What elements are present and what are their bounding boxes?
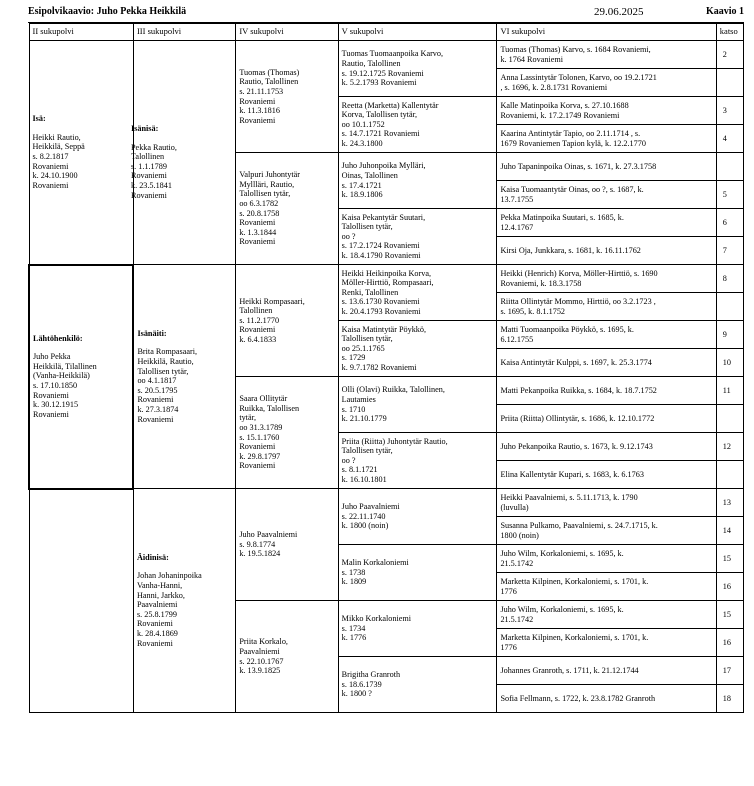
gen4-cell: Heikki Rompasaari, Talollinen s. 11.2.1770 Rovaniemi k. 6.4.1833 <box>236 265 338 377</box>
ref-cell[interactable]: 6 <box>716 209 743 237</box>
ref-cell[interactable]: 2 <box>716 41 743 69</box>
ref-cell[interactable]: 13 <box>716 489 743 517</box>
col-header: VI sukupolvi <box>497 24 716 41</box>
header-row <box>29 24 744 41</box>
gen4-cell: Valpuri Juhontytär Myllläri, Rautio, Talollisen tytär, oo 6.3.1782 s. 20.8.1758 Rovaniemi k. 1.3.1844 Rovaniemi <box>236 153 338 265</box>
proband-text: Juho Pekka Heikkilä, Tilallinen (Vanha-Heikkilä) s. 17.10.1850 Rovaniemi k. 30.12.1915 Rovaniemi <box>33 352 97 419</box>
gen3-cell <box>133 489 235 713</box>
col-header: III sukupolvi <box>133 24 235 41</box>
ref-cell[interactable] <box>716 293 743 321</box>
paternal-grandfather-label: Isänisä: <box>131 124 159 133</box>
ref-cell[interactable]: 4 <box>716 125 743 153</box>
gen5-cell: Malin Korkaloniemi s. 1738 k. 1809 <box>338 545 497 601</box>
col-header: II sukupolvi <box>29 24 133 41</box>
gen6-cell: Juho Wilm, Korkaloniemi, s. 1695, k. 21.5.1742 <box>497 601 716 629</box>
maternal-grandfather-text: Johan Johaninpoika Vanha-Hanni, Hanni, Jarkko, Paavalniemi s. 25.8.1799 Rovaniemi k. 28.4.1869 Rovaniemi <box>136 571 202 648</box>
paternal-grandfather-overlay <box>131 124 225 200</box>
ref-cell[interactable]: 15 <box>716 545 743 573</box>
ref-cell[interactable] <box>716 405 743 433</box>
gen3-cell <box>133 265 235 489</box>
gen6-cell: Matti Tuomaanpoika Pöykkö, s. 1695, k. 6.12.1755 <box>497 321 716 349</box>
gen6-cell: Sofia Fellmann, s. 1722, k. 23.8.1782 Granroth <box>497 685 716 713</box>
ref-cell[interactable]: 12 <box>716 433 743 461</box>
col-header: IV sukupolvi <box>236 24 338 41</box>
ref-cell[interactable]: 18 <box>716 685 743 713</box>
gen6-cell: Heikki Paavalniemi, s. 5.11.1713, k. 1790 (luvulla) <box>497 489 716 517</box>
proband-cell <box>29 265 133 489</box>
ref-cell[interactable]: 8 <box>716 265 743 293</box>
gen6-cell: Kalle Matinpoika Korva, s. 27.10.1688 Rovaniemi, k. 17.2.1749 Rovaniemi <box>497 97 716 125</box>
gen5-cell: Olli (Olavi) Ruikka, Talollinen, Lautamies s. 1710 k. 21.10.1779 <box>338 377 497 433</box>
ref-cell[interactable] <box>716 69 743 97</box>
gen6-cell: Tuomas (Thomas) Karvo, s. 1684 Rovaniemi, k. 1764 Rovaniemi <box>497 41 716 69</box>
gen4-cell: Priita Korkalo, Paavalniemi s. 22.10.1767 k. 13.9.1825 <box>236 601 338 713</box>
gen5-cell: Priita (Riitta) Juhontytär Rautio, Talollisen tytär, oo ? s. 8.1.1721 k. 16.10.1801 <box>338 433 497 489</box>
gen2-empty-cell <box>29 489 133 713</box>
col-header: V sukupolvi <box>338 24 497 41</box>
ref-cell[interactable]: 7 <box>716 237 743 265</box>
gen6-cell: Priita (Riitta) Ollintytär, s. 1686, k. 12.10.1772 <box>497 405 716 433</box>
ref-cell[interactable]: 5 <box>716 181 743 209</box>
gen6-cell: Kaisa Antintytär Kulppi, s. 1697, k. 25.3.1774 <box>497 349 716 377</box>
gen6-cell: Elina Kallentytär Kupari, s. 1683, k. 6.1763 <box>497 461 716 489</box>
gen6-cell: Anna Lassintytär Tolonen, Karvo, oo 19.2.1721 , s. 1696, k. 2.8.1731 Rovaniemi <box>497 69 716 97</box>
gen6-cell: Riitta Ollintytär Mommo, Hirttiö, oo 3.2.1723 , s. 1695, k. 8.1.1752 <box>497 293 716 321</box>
gen6-cell: Matti Pekanpoika Ruikka, s. 1684, k. 18.7.1752 <box>497 377 716 405</box>
gen5-cell: Brigitha Granroth s. 18.6.1739 k. 1800 ? <box>338 657 497 713</box>
header <box>28 6 744 20</box>
gen6-cell: Marketta Kilpinen, Korkaloniemi, s. 1701, k. 1776 <box>497 629 716 657</box>
gen5-cell: Heikki Heikinpoika Korva, Möller-Hirttiö, Rompasaari, Renki, Talollinen s. 13.6.1730 Rovaniemi k. 20.4.1793 Rovaniemi <box>338 265 497 321</box>
gen4-cell: Juho Paavalniemi s. 9.8.1774 k. 19.5.1824 <box>236 489 338 601</box>
paternal-grandmother-text: Brita Rompasaari, Heikkilä, Rautio, Talollisen tytär, oo 4.1.1817 s. 20.5.1795 Rovaniemi k. 27.3.1874 Rovaniemi <box>137 347 198 424</box>
col-header: katso <box>716 24 743 41</box>
gen6-cell: Juho Wilm, Korkaloniemi, s. 1695, k. 21.5.1742 <box>497 545 716 573</box>
gen6-cell: Kirsi Oja, Junkkara, s. 1681, k. 16.11.1762 <box>497 237 716 265</box>
proband-label: Lähtöhenkilö: <box>33 333 83 343</box>
ref-cell[interactable]: 3 <box>716 97 743 125</box>
ref-cell[interactable]: 9 <box>716 321 743 349</box>
print-date: 29.06.2025 <box>594 6 644 18</box>
gen5-cell: Mikko Korkaloniemi s. 1734 k. 1776 <box>338 601 497 657</box>
paternal-grandmother-label: Isänäiti: <box>137 328 167 338</box>
gen6-cell: Marketta Kilpinen, Korkaloniemi, s. 1701, k. 1776 <box>497 573 716 601</box>
gen5-cell: Tuomas Tuomaanpoika Karvo, Rautio, Talollinen s. 19.12.1725 Rovaniemi k. 5.2.1793 Rovaniemi <box>338 41 497 97</box>
gen5-cell: Kaisa Matintytär Pöykkö, Talollisen tytär, oo 25.1.1765 s. 1729 k. 9.7.1782 Rovaniemi <box>338 321 497 377</box>
gen5-cell: Juho Paavalniemi s. 22.11.1740 k. 1800 (noin) <box>338 489 497 545</box>
ref-cell[interactable]: 14 <box>716 517 743 545</box>
father-label: Isä: <box>32 114 46 124</box>
ref-cell[interactable]: 11 <box>716 377 743 405</box>
maternal-grandfather-label: Äidinisä: <box>136 552 169 562</box>
ref-cell[interactable]: 17 <box>716 657 743 685</box>
father-cell <box>29 41 133 265</box>
gen5-cell: Juho Juhonpoika Mylläri, Oinas, Talollinen s. 17.4.1721 k. 18.9.1806 <box>338 153 497 209</box>
gen4-cell: Tuomas (Thomas) Rautio, Talollinen s. 21.11.1753 Rovaniemi k. 11.3.1816 Rovaniemi <box>236 41 338 153</box>
gen6-cell: Juho Pekanpoika Rautio, s. 1673, k. 9.12.1743 <box>497 433 716 461</box>
gen4-cell: Saara Ollitytär Ruikka, Talollisen tytär, oo 31.3.1789 s. 15.1.1760 Rovaniemi k. 29.8.1797 Rovaniemi <box>236 377 338 489</box>
gen6-cell: Pekka Matinpoika Suutari, s. 1685, k. 12.4.1767 <box>497 209 716 237</box>
gen5-cell: Reetta (Marketta) Kallentytär Korva, Talollisen tytär, oo 10.1.1752 s. 14.7.1721 Rovaniemi k. 24.3.1800 <box>338 97 497 153</box>
gen6-cell: Juho Tapaninpoika Oinas, s. 1671, k. 27.3.1758 <box>497 153 716 181</box>
gen5-cell: Kaisa Pekantytär Suutari, Talollisen tytär, oo ? s. 17.2.1724 Rovaniemi k. 18.4.1790 Rovaniemi <box>338 209 497 265</box>
gen6-cell: Heikki (Henrich) Korva, Möller-Hirttiö, s. 1690 Rovaniemi, k. 18.3.1758 <box>497 265 716 293</box>
chart-number: Kaavio 1 <box>705 6 744 17</box>
chart-title: Esipolvikaavio: Juho Pekka Heikkilä <box>28 6 187 17</box>
gen6-cell: Kaisa Tuomaantytär Oinas, oo ?, s. 1687, k. 13.7.1755 <box>497 181 716 209</box>
father-text: Heikki Rautio, Heikkilä, Seppä s. 8.2.1817 Rovaniemi k. 24.10.1900 Rovaniemi <box>32 132 85 190</box>
gen6-cell: Susanna Pulkamo, Paavalniemi, s. 24.7.1715, k. 1800 (noin) <box>497 517 716 545</box>
gen6-cell: Kaarina Antintytär Tapio, oo 2.11.1714 , s. 1679 Rovaniemen Tapion kylä, k. 12.2.1770 <box>497 125 716 153</box>
ref-cell[interactable]: 16 <box>716 629 743 657</box>
ref-cell[interactable]: 15 <box>716 601 743 629</box>
paternal-grandfather-text: Pekka Rautio, Talollinen s. 1.1.1789 Rovaniemi k. 23.5.1841 Rovaniemi <box>131 142 177 200</box>
ref-cell[interactable] <box>716 153 743 181</box>
ref-cell[interactable]: 10 <box>716 349 743 377</box>
gen6-cell: Johannes Granroth, s. 1711, k. 21.12.1744 <box>497 657 716 685</box>
ref-cell[interactable] <box>716 461 743 489</box>
ref-cell[interactable]: 16 <box>716 573 743 601</box>
